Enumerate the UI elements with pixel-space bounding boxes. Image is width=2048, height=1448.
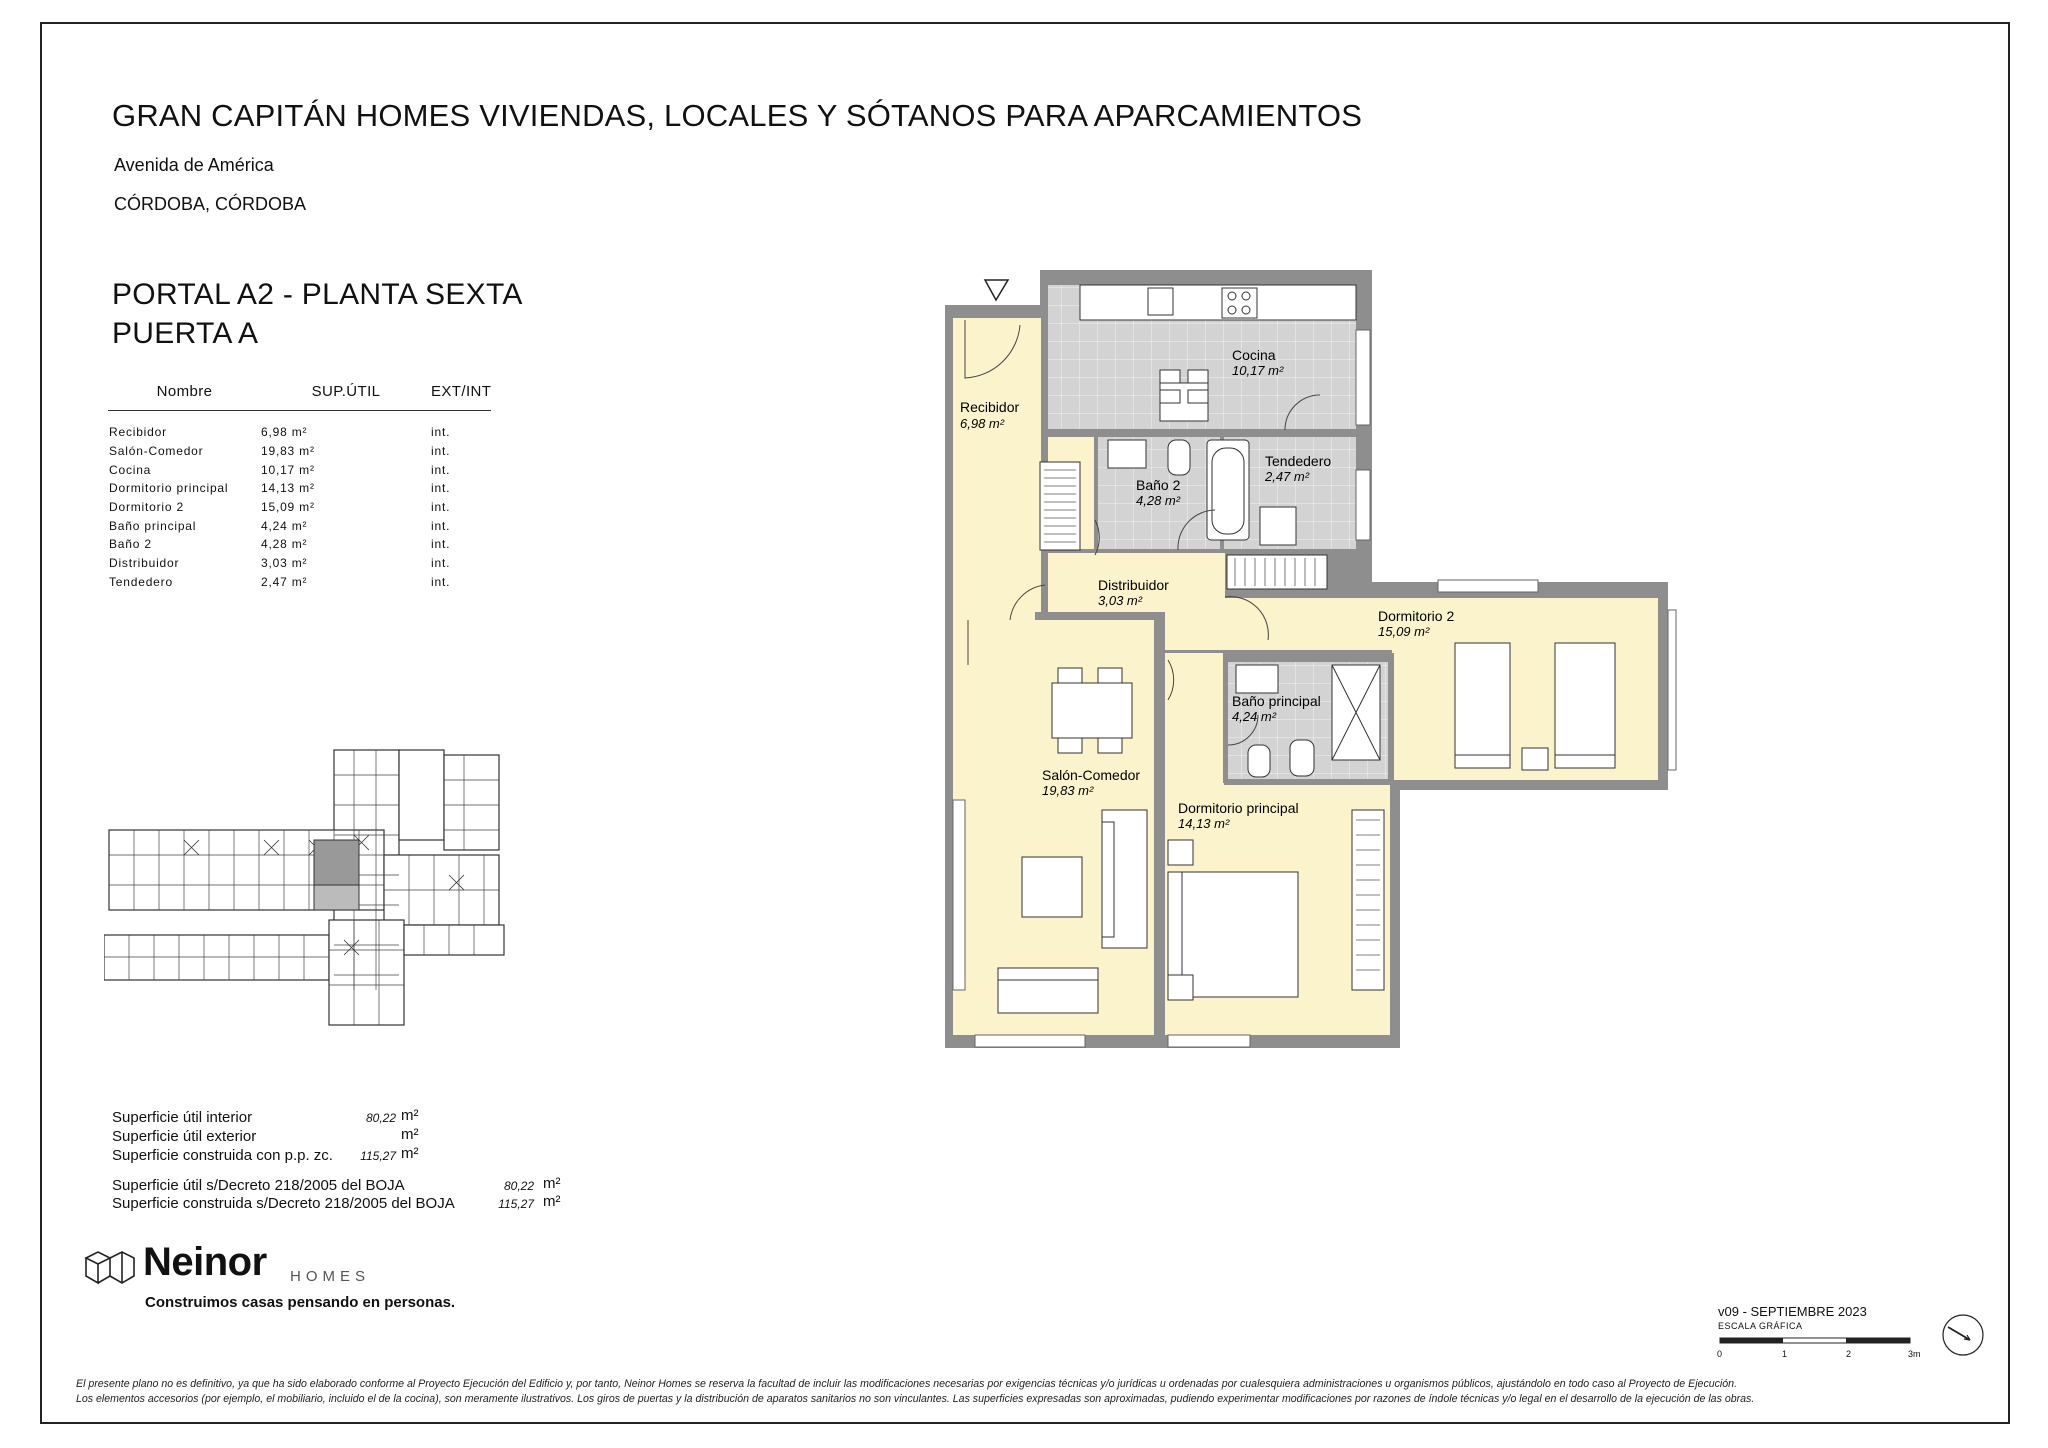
key-plan-thumbnail [104, 745, 524, 1030]
street-address: Avenida de América [114, 155, 274, 175]
area-distribuidor: 3,03 m² [1098, 593, 1143, 608]
label-bano-2: Baño 2 [1136, 477, 1181, 493]
coffee-table [1022, 857, 1082, 917]
toilet [1168, 440, 1190, 475]
brand-name: Neinor [143, 1240, 267, 1284]
wardrobe [1227, 555, 1327, 589]
label-tendedero: Tendedero [1265, 453, 1332, 469]
label-salon-comedor: Salón-Comedor [1042, 767, 1141, 783]
scale-tick-0: 0 [1717, 1349, 1723, 1359]
summary-construida-decreto-value: 115,27 [498, 1197, 534, 1211]
table-row: Baño 2 4,28 m² int. [109, 537, 451, 552]
scale-label: ESCALA GRÁFICA [1718, 1321, 1803, 1331]
summary-util-exterior-label: Superficie útil exterior [112, 1128, 257, 1145]
summary-util-interior-value: 80,22 [365, 1111, 396, 1125]
room-recibidor [953, 318, 1041, 620]
table-row: Tendedero 2,47 m² int. [109, 574, 451, 589]
unit-label: m² [401, 1145, 419, 1162]
version-label: v09 - SEPTIEMBRE 2023 [1718, 1304, 1867, 1319]
table-row: Dormitorio 2 15,09 m² int. [109, 500, 451, 515]
nightstand [1168, 975, 1193, 1000]
summary-construida-label: Superficie construida con p.p. zc. [112, 1147, 333, 1164]
north-arrow-icon [1940, 1312, 1986, 1358]
label-recibidor: Recibidor [960, 399, 1020, 415]
table-row: Dormitorio principal 14,13 m² int. [109, 481, 451, 496]
area-tendedero: 2,47 m² [1265, 469, 1310, 484]
disclaimer-line-1: El presente plano no es definitivo, ya que ha sido elaborado conforme al Proyecto Ejecución del Edificio y, por tanto, Neinor Homes se reserva la facultad de incluir las modificaciones necesarias por exigencias técnicas y/o jurídicas u ordenadas por cualesquiera administraciones u organismos públicos, ajustándolo en todo caso al Proyecto de Ejecución. [76, 1378, 1738, 1390]
summary-util-decreto-label: Superficie útil s/Decreto 218/2005 del BOJA [112, 1177, 405, 1194]
bidet [1290, 740, 1314, 776]
area-cocina: 10,17 m² [1232, 363, 1284, 378]
col-ext-int: EXT/INT [431, 383, 491, 411]
area-salon-comedor: 19,83 m² [1042, 783, 1094, 798]
area-dormitorio-2: 15,09 m² [1378, 624, 1430, 639]
graphic-scale-bar [1718, 1336, 1918, 1350]
summary-util-decreto-value: 80,22 [503, 1179, 534, 1193]
nightstand [1522, 748, 1548, 770]
unit-label: m² [543, 1175, 561, 1192]
label-distribuidor: Distribuidor [1098, 577, 1169, 593]
city: CÓRDOBA, CÓRDOBA [114, 194, 307, 214]
door-label: PUERTA A [112, 317, 259, 350]
floor-plan [940, 270, 1680, 1055]
brand-suffix: HOMES [290, 1268, 371, 1285]
table-row: Recibidor 6,98 m² int. [109, 425, 451, 440]
scale-tick-1: 1 [1782, 1349, 1788, 1359]
scale-tick-2: 2 [1846, 1349, 1852, 1359]
armchair-sofa [998, 968, 1098, 1013]
entrance-marker-icon [985, 280, 1008, 300]
scale-tick-3: 3m [1908, 1349, 1921, 1359]
washbasin [1108, 440, 1146, 468]
summary-util-interior-label: Superficie útil interior [112, 1109, 253, 1126]
table-row: Baño principal 4,24 m² int. [109, 518, 451, 533]
wardrobe [1040, 462, 1080, 550]
summary-construida-value: 115,27 [360, 1149, 396, 1163]
room-area-table [108, 383, 491, 591]
table-row: Salón-Comedor 19,83 m² int. [109, 444, 451, 459]
laundry-appliance [1260, 507, 1296, 545]
sofa [1102, 810, 1147, 948]
brand-tagline: Construimos casas pensando en personas. [145, 1294, 456, 1311]
dining-table [1052, 683, 1132, 738]
portal-floor: PORTAL A2 - PLANTA SEXTA [112, 278, 523, 311]
sink [1148, 288, 1173, 315]
unit-label: m² [401, 1126, 419, 1143]
table-row: Cocina 10,17 m² int. [109, 462, 451, 477]
unit-label: m² [543, 1193, 561, 1210]
summary-construida-decreto-label: Superficie construida s/Decreto 218/2005 del BOJA [112, 1195, 455, 1212]
unit-highlight [314, 840, 359, 885]
area-bano-2: 4,28 m² [1136, 493, 1181, 508]
label-dormitorio-2: Dormitorio 2 [1378, 608, 1455, 624]
bed [1455, 643, 1510, 768]
neinor-logo-icon [84, 1250, 136, 1286]
col-sup-util: SUP.ÚTIL [261, 383, 431, 411]
disclaimer-line-2: Los elementos accesorios (por ejemplo, el mobiliario, incluido el de la cocina), son meramente ilustrativos. Los giros de puertas y la distribución de aparatos sanitarios no son vinculantes. Las superficies expresadas son aproximadas, pudiendo experimentar modificaciones por razones de índole técnicas y/o legal en el desarrollo de la ejecución de las obras. [76, 1393, 1755, 1405]
washbasin [1236, 665, 1278, 693]
area-dormitorio-principal: 14,13 m² [1178, 816, 1230, 831]
project-title: GRAN CAPITÁN HOMES VIVIENDAS, LOCALES Y SÓTANOS PARA APARCAMIENTOS [112, 98, 1363, 133]
table-header-row [108, 383, 491, 411]
kitchen-counter [1080, 285, 1356, 320]
area-bano-principal: 4,24 m² [1232, 709, 1277, 724]
label-bano-principal: Baño principal [1232, 693, 1321, 709]
nightstand [1168, 840, 1193, 865]
unit-label: m² [401, 1107, 419, 1124]
bed [1555, 643, 1615, 768]
cooktop [1222, 288, 1257, 318]
label-cocina: Cocina [1232, 347, 1276, 363]
table-row: Distribuidor 3,03 m² int. [109, 556, 451, 571]
col-nombre: Nombre [108, 383, 261, 411]
toilet [1248, 745, 1270, 777]
label-dormitorio-principal: Dormitorio principal [1178, 800, 1299, 816]
area-recibidor: 6,98 m² [960, 416, 1005, 431]
wardrobe [1352, 810, 1384, 990]
